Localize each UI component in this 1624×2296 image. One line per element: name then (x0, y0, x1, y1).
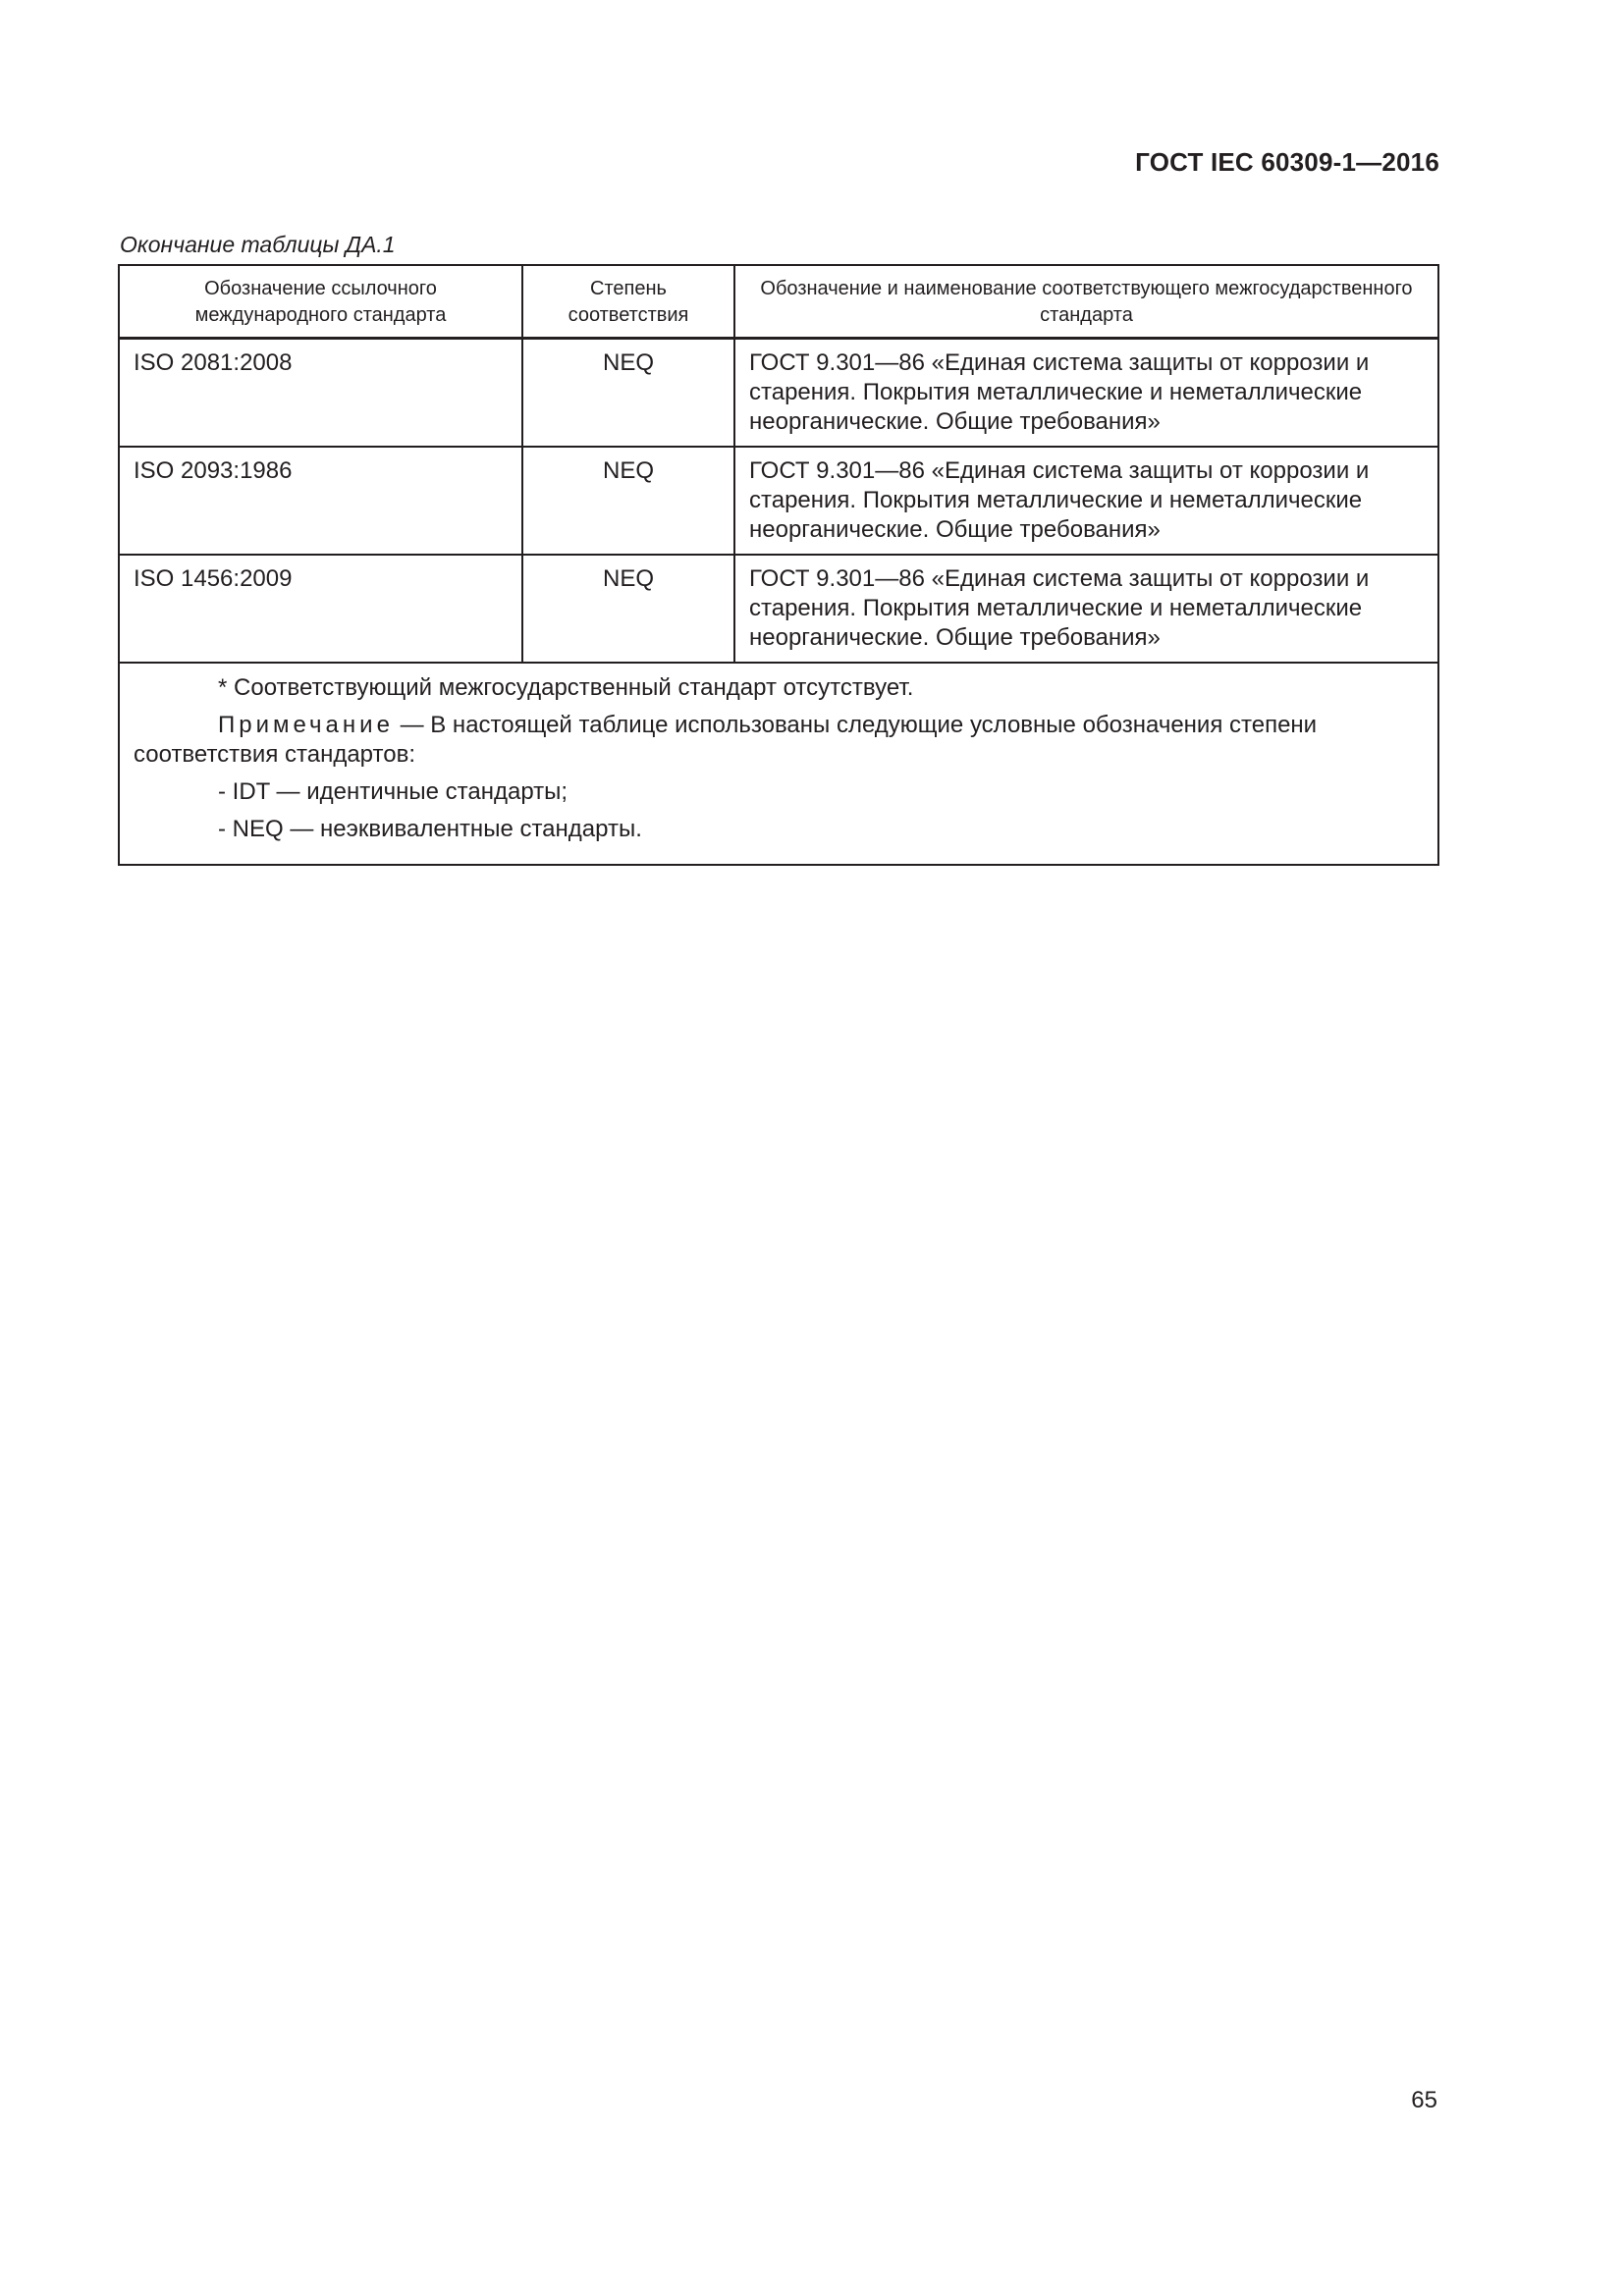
table-notes (119, 663, 1438, 865)
correspondence-table (118, 264, 1439, 866)
table-row (119, 447, 1438, 555)
cell-gost: ГОСТ 9.301—86 «Единая система защиты от коррозии и старения. Покрытия металлические и неметаллические неорганические. Общие требования» (734, 555, 1438, 663)
cell-ref-standard: ISO 1456:2009 (119, 555, 522, 663)
note-paragraph (134, 711, 1424, 770)
note-list-item-idt: - IDT — идентичные стандарты; (218, 778, 568, 805)
cell-gost: ГОСТ 9.301—86 «Единая система защиты от коррозии и старения. Покрытия металлические и неметаллические неорганические. Общие требования» (734, 447, 1438, 555)
page-number: 65 (1411, 2087, 1437, 2113)
table-header-row (119, 265, 1438, 339)
note-text: — В настоящей таблице использованы следующие условные обозначения степени соответствия стандартов: (134, 712, 1318, 768)
column-header-ref-standard: Обозначение ссылочного международного стандарта (119, 265, 522, 339)
document-standard-code: ГОСТ IEC 60309-1—2016 (1135, 147, 1439, 177)
note-list-item-neq: - NEQ — неэквивалентные стандарты. (218, 816, 642, 842)
table-row (119, 339, 1438, 448)
table-row (119, 555, 1438, 663)
cell-degree: NEQ (522, 339, 734, 448)
cell-ref-standard: ISO 2081:2008 (119, 339, 522, 448)
column-header-degree: Степень соответствия (522, 265, 734, 339)
table-caption: Окончание таблицы ДА.1 (120, 232, 396, 257)
table-notes-row (119, 663, 1438, 865)
cell-degree: NEQ (522, 447, 734, 555)
note-label: Примечание (218, 712, 394, 738)
footnote: * Соответствующий межгосударственный стандарт отсутствует. (218, 674, 914, 701)
cell-degree: NEQ (522, 555, 734, 663)
cell-gost: ГОСТ 9.301—86 «Единая система защиты от коррозии и старения. Покрытия металлические и неметаллические неорганические. Общие требования» (734, 339, 1438, 448)
column-header-gost: Обозначение и наименование соответствующего межгосударственного стандарта (734, 265, 1438, 339)
cell-ref-standard: ISO 2093:1986 (119, 447, 522, 555)
